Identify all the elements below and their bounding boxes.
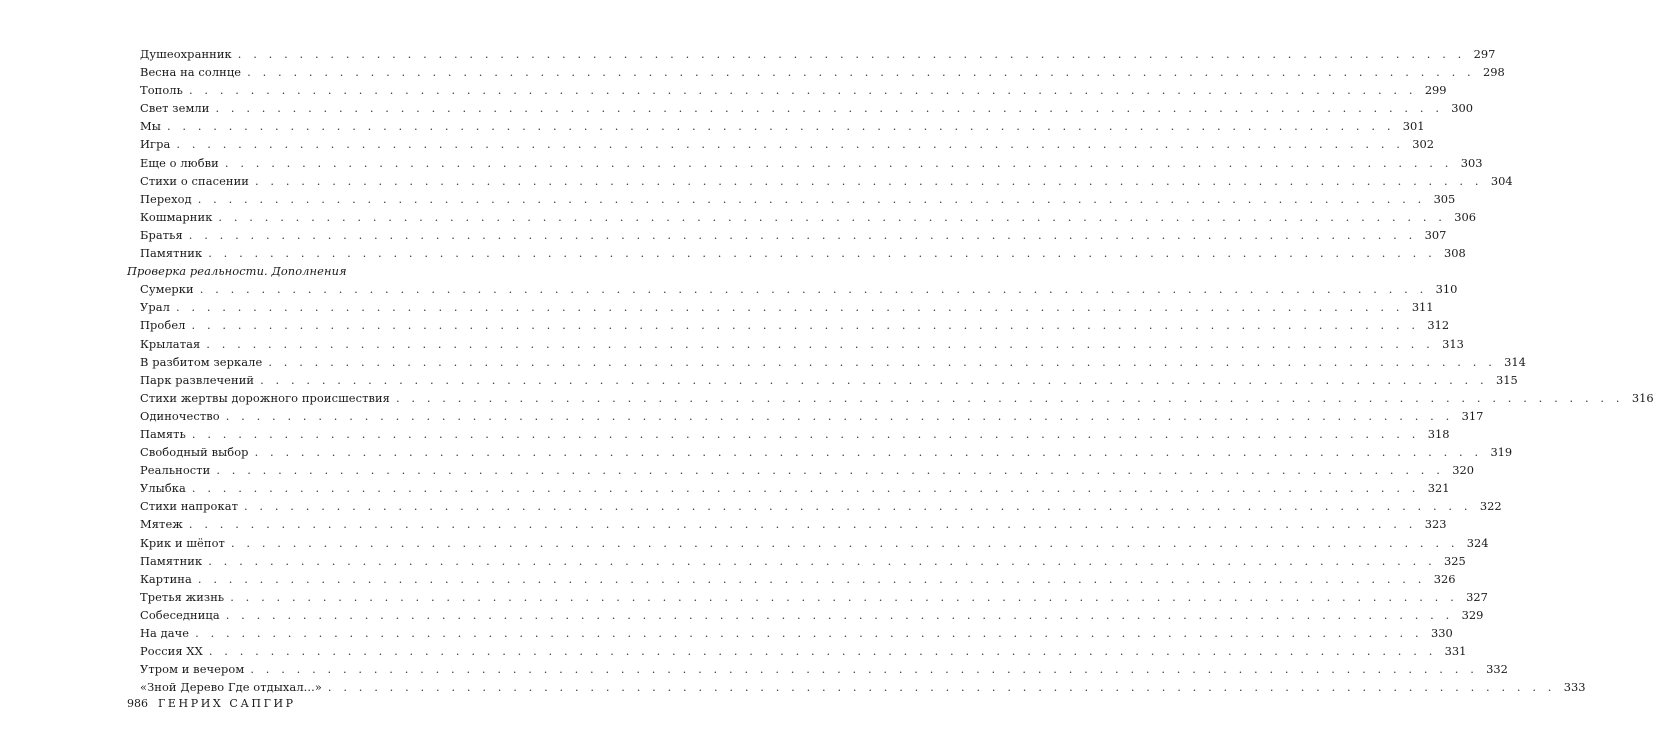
toc-entry [127, 190, 1456, 208]
toc-page-number: 329 [1461, 607, 1484, 622]
toc-page-number: 310 [1435, 282, 1458, 297]
toc-dot-leader: . . . . . . . . . . . . . . . . . . . . . . . . . . . . . . . . . . . . . . . . . . . . . . . . . . . . . . . . . . . . . . . . . . . . . . . . . . . . . . . . [243, 499, 1472, 514]
toc-entry [127, 45, 1496, 63]
toc-page-number: 308 [1444, 246, 1466, 261]
toc-entry [127, 425, 1450, 443]
toc-entry-title: Сумерки [140, 282, 194, 297]
toc-entry [127, 461, 1474, 479]
toc-entry-title: Мятеж [140, 517, 183, 532]
toc-entry [127, 552, 1466, 570]
toc-entry [127, 226, 1447, 244]
toc-dot-leader: . . . . . . . . . . . . . . . . . . . . . . . . . . . . . . . . . . . . . . . . . . . . . . . . . . . . . . . . . . . . . . . . . . . . . . . . . . . . . . . . [237, 47, 1466, 61]
toc-page-number: 314 [1504, 354, 1526, 369]
toc-dot-leader: . . . . . . . . . . . . . . . . . . . . . . . . . . . . . . . . . . . . . . . . . . . . . . . . . . . . . . . . . . . . . . . . . . . . . . . . . . . . . . . . [260, 372, 1488, 387]
toc-page-number: 302 [1412, 137, 1434, 152]
toc-entry [127, 534, 1489, 552]
toc-entry-title: Урал [140, 300, 170, 315]
toc-entry-title: Стихи напрокат [140, 499, 238, 514]
toc-entry-title: Братья [140, 227, 183, 242]
toc-dot-leader: . . . . . . . . . . . . . . . . . . . . . . . . . . . . . . . . . . . . . . . . . . . . . . . . . . . . . . . . . . . . . . . . . . . . . . . . . . . . . . . . [191, 426, 1420, 441]
toc-entry-title: Памятник [140, 553, 203, 568]
toc-entry-title: На даче [140, 626, 190, 640]
toc-entry [127, 353, 1526, 371]
toc-page-number: 306 [1454, 209, 1477, 224]
toc-entry-title: «Зной Дерево Где отдыхал...» [140, 680, 322, 695]
toc-entry [127, 678, 1586, 696]
toc-dot-leader: . . . . . . . . . . . . . . . . . . . . . . . . . . . . . . . . . . . . . . . . . . . . . . . . . . . . . . . . . . . . . . . . . . . . . . . . . . . . . . . . [327, 680, 1556, 695]
toc-entry [127, 588, 1488, 606]
toc-entry-title: Мы [140, 119, 161, 134]
toc-dot-leader: . . . . . . . . . . . . . . . . . . . . . . . . . . . . . . . . . . . . . . . . . . . . . . . . . . . . . . . . . . . . . . . . . . . . . . . . . . . . . . . . [188, 83, 1417, 98]
toc-page-number: 305 [1433, 191, 1456, 206]
toc-dot-leader: . . . . . . . . . . . . . . . . . . . . . . . . . . . . . . . . . . . . . . . . . . . . . . . . . . . . . . . . . . . . . . . . . . . . . . . . . . . . . . . . [268, 354, 1496, 369]
toc-entry [127, 660, 1508, 678]
toc-dot-leader: . . . . . . . . . . . . . . . . . . . . . . . . . . . . . . . . . . . . . . . . . . . . . . . . . . . . . . . . . . . . . . . . . . . . . . . . . . . . . . . . [215, 101, 1444, 116]
toc-dot-leader: . . . . . . . . . . . . . . . . . . . . . . . . . . . . . . . . . . . . . . . . . . . . . . . . . . . . . . . . . . . . . . . . . . . . . . . . . . . . . . . . [166, 119, 1395, 134]
toc-entry [127, 298, 1434, 316]
toc-dot-leader: . . . . . . . . . . . . . . . . . . . . . . . . . . . . . . . . . . . . . . . . . . . . . . . . . . . . . . . . . . . . . . . . . . . . . . . . . . . . . . . . [216, 463, 1444, 478]
toc-page-number: 332 [1486, 662, 1508, 677]
toc-section-heading [127, 262, 484, 280]
toc-entry-title: Свободный выбор [140, 445, 249, 460]
toc-dot-leader: . . . . . . . . . . . . . . . . . . . . . . . . . . . . . . . . . . . . . . . . . . . . . . . . . . . . . . . . . . . . . . . . . . . . . . . . . . . . . . . . [218, 209, 1447, 224]
toc-dot-leader: . . . . . . . . . . . . . . . . . . . . . . . . . . . . . . . . . . . . . . . . . . . . . . . . . . . . . . . . . . . . . . . . . . . . . . . . . . . . . . . . [197, 191, 1426, 206]
toc-page-number: 315 [1495, 372, 1518, 387]
toc-dot-leader: . . . . . . . . . . . . . . . . . . . . . . . . . . . . . . . . . . . . . . . . . . . . . . . . . . . . . . . . . . . . . . . . . . . . . . . . . . . . . . . . [254, 173, 1483, 188]
toc-page-number: 313 [1442, 336, 1464, 351]
toc-entry [127, 371, 1518, 389]
toc-entry-title: Пробел [140, 318, 186, 333]
table-of-contents [127, 45, 1654, 696]
toc-entry-title: Переход [140, 191, 192, 206]
toc-entry [127, 497, 1502, 515]
toc-entry-title: Крылатая [140, 336, 201, 351]
toc-entry [127, 443, 1513, 461]
toc-entry [127, 335, 1464, 353]
toc-entry [127, 479, 1450, 497]
toc-entry [127, 63, 1505, 81]
toc-entry-title: Стихи жертвы дорожного происшествия [140, 390, 390, 405]
toc-page-number: 312 [1427, 318, 1450, 333]
toc-dot-leader: . . . . . . . . . . . . . . . . . . . . . . . . . . . . . . . . . . . . . . . . . . . . . . . . . . . . . . . . . . . . . . . . . . . . . . . . . . . . . . . . [199, 282, 1428, 297]
toc-dot-leader: . . . . . . . . . . . . . . . . . . . . . . . . . . . . . . . . . . . . . . . . . . . . . . . . . . . . . . . . . . . . . . . . . . . . . . . . . . . . . . . . [195, 626, 1423, 640]
toc-page-number: 321 [1427, 481, 1450, 496]
toc-dot-leader: . . . . . . . . . . . . . . . . . . . . . . . . . . . . . . . . . . . . . . . . . . . . . . . . . . . . . . . . . . . . . . . . . . . . . . . . . . . . . . . . [206, 336, 1434, 351]
toc-entry-title: Игра [140, 137, 171, 152]
toc-dot-leader: . . . . . . . . . . . . . . . . . . . . . . . . . . . . . . . . . . . . . . . . . . . . . . . . . . . . . . . . . . . . . . . . . . . . . . . . . . . . . . . . [224, 155, 1453, 170]
toc-entry-title: Утром и вечером [140, 662, 245, 677]
toc-entry-title: Кошмарник [140, 209, 213, 224]
toc-entry-title: Реальности [140, 463, 211, 478]
toc-page-number: 303 [1460, 155, 1483, 170]
toc-page-number: 322 [1479, 499, 1502, 514]
toc-dot-leader: . . . . . . . . . . . . . . . . . . . . . . . . . . . . . . . . . . . . . . . . . . . . . . . . . . . . . . . . . . . . . . . . . . . . . . . . . . . . . . . . [191, 318, 1420, 333]
toc-dot-leader: . . . . . . . . . . . . . . . . . . . . . . . . . . . . . . . . . . . . . . . . . . . . . . . . . . . . . . . . . . . . . . . . . . . . . . . . . . . . . . . . [225, 607, 1454, 622]
toc-entry [127, 154, 1483, 172]
toc-dot-leader: . . . . . . . . . . . . . . . . . . . . . . . . . . . . . . . . . . . . . . . . . . . . . . . . . . . . . . . . . . . . . . . . . . . . . . . . . . . . . . . . [250, 662, 1478, 677]
toc-entry-title: Одиночество [140, 408, 220, 423]
toc-page-number: 298 [1483, 65, 1505, 80]
toc-entry-title: Картина [140, 571, 192, 586]
toc-page-number: 320 [1452, 463, 1474, 478]
toc-entry [127, 515, 1447, 533]
toc-page-number: 299 [1424, 83, 1447, 98]
toc-entry [127, 172, 1513, 190]
toc-entry [127, 570, 1456, 588]
toc-entry-title: Еще о любви [140, 155, 219, 170]
toc-entry [127, 606, 1484, 624]
footer-author: ГЕНРИХ САПГИР [158, 697, 296, 710]
toc-dot-leader: . . . . . . . . . . . . . . . . . . . . . . . . . . . . . . . . . . . . . . . . . . . . . . . . . . . . . . . . . . . . . . . . . . . . . . . . . . . . . . . . [254, 445, 1483, 460]
toc-entry-title: Тополь [140, 83, 183, 98]
toc-entry [127, 244, 1466, 262]
toc-entry-title: Крик и шёпот [140, 535, 225, 550]
toc-entry-title: Память [140, 426, 186, 441]
toc-entry-title: В разбитом зеркале [140, 354, 263, 369]
toc-entry [127, 642, 1467, 660]
toc-page-number: 318 [1427, 426, 1450, 441]
toc-dot-leader: . . . . . . . . . . . . . . . . . . . . . . . . . . . . . . . . . . . . . . . . . . . . . . . . . . . . . . . . . . . . . . . . . . . . . . . . . . . . . . . . [175, 300, 1404, 315]
toc-dot-leader: . . . . . . . . . . . . . . . . . . . . . . . . . . . . . . . . . . . . . . . . . . . . . . . . . . . . . . . . . . . . . . . . . . . . . . . . . . . . . . . . [225, 408, 1454, 423]
toc-page-number: 326 [1433, 571, 1456, 586]
toc-page-number: 331 [1444, 644, 1467, 659]
toc-page-number: 307 [1424, 227, 1447, 242]
toc-page-number: 311 [1411, 300, 1434, 315]
toc-dot-leader: . . . . . . . . . . . . . . . . . . . . . . . . . . . . . . . . . . . . . . . . . . . . . . . . . . . . . . . . . . . . . . . . . . . . . . . . . . . . . . . . [208, 644, 1437, 659]
toc-dot-leader: . . . . . . . . . . . . . . . . . . . . . . . . . . . . . . . . . . . . . . . . . . . . . . . . . . . . . . . . . . . . . . . . . . . . . . . . . . . . . . . . [176, 137, 1404, 152]
toc-page-number: 319 [1490, 445, 1513, 460]
toc-page-number: 330 [1430, 626, 1453, 640]
toc-entry-title: Проверка реальности. Дополнения [127, 264, 347, 279]
toc-page-number: 324 [1466, 535, 1489, 550]
footer-page-number: 986 [127, 697, 148, 710]
toc-dot-leader: . . . . . . . . . . . . . . . . . . . . . . . . . . . . . . . . . . . . . . . . . . . . . . . . . . . . . . . . . . . . . . . . . . . . . . . . . . . . . . . . [191, 481, 1420, 496]
toc-entry-title: Душеохранник [140, 47, 232, 61]
toc-page-number: 301 [1402, 119, 1425, 134]
toc-entry [127, 280, 1458, 298]
page-footer [127, 697, 296, 710]
toc-entry [127, 81, 1447, 99]
toc-entry [127, 135, 1434, 153]
toc-dot-leader: . . . . . . . . . . . . . . . . . . . . . . . . . . . . . . . . . . . . . . . . . . . . . . . . . . . . . . . . . . . . . . . . . . . . . . . . . . . . . . . . [208, 553, 1436, 568]
toc-entry-title: Парк развлечений [140, 372, 255, 387]
toc-page-number: 327 [1466, 589, 1488, 604]
toc-dot-leader: . . . . . . . . . . . . . . . . . . . . . . . . . . . . . . . . . . . . . . . . . . . . . . . . . . . . . . . . . . . . . . . . . . . . . . . . . . . . . . . . [188, 517, 1417, 532]
toc-entry [127, 99, 1474, 117]
toc-entry-title: Собеседница [140, 607, 220, 622]
toc-entry-title: Улыбка [140, 481, 186, 496]
toc-entry-title: Весна на солнце [140, 65, 242, 80]
toc-page-number: 317 [1461, 408, 1484, 423]
toc-entry-title: Россия XX [140, 644, 203, 659]
toc-dot-leader: . . . . . . . . . . . . . . . . . . . . . . . . . . . . . . . . . . . . . . . . . . . . . . . . . . . . . . . . . . . . . . . . . . . . . . . . . . . . . . . . [395, 390, 1624, 405]
toc-dot-leader: . . . . . . . . . . . . . . . . . . . . . . . . . . . . . . . . . . . . . . . . . . . . . . . . . . . . . . . . . . . . . . . . . . . . . . . . . . . . . . . . [247, 65, 1475, 80]
toc-entry [127, 624, 1453, 642]
toc-page-number: 325 [1444, 553, 1466, 568]
toc-entry [127, 117, 1425, 135]
toc-dot-leader: . . . . . . . . . . . . . . . . . . . . . . . . . . . . . . . . . . . . . . . . . . . . . . . . . . . . . . . . . . . . . . . . . . . . . . . . . . . . . . . . [197, 571, 1426, 586]
toc-entry-title: Стихи о спасении [140, 173, 249, 188]
toc-entry [127, 208, 1477, 226]
toc-entry [127, 389, 1654, 407]
toc-page-number: 300 [1451, 101, 1474, 116]
toc-dot-leader: . . . . . . . . . . . . . . . . . . . . . . . . . . . . . . . . . . . . . . . . . . . . . . . . . . . . . . . . . . . . . . . . . . . . . . . . . . . . . . . . [188, 227, 1417, 242]
toc-entry-title: Свет земли [140, 101, 210, 116]
toc-dot-leader: . . . . . . . . . . . . . . . . . . . . . . . . . . . . . . . . . . . . . . . . . . . . . . . . . . . . . . . . . . . . . . . . . . . . . . . . . . . . . . . . [208, 246, 1436, 261]
toc-page-number: 304 [1490, 173, 1513, 188]
toc-page-number: 316 [1631, 390, 1654, 405]
toc-dot-leader: . . . . . . . . . . . . . . . . . . . . . . . . . . . . . . . . . . . . . . . . . . . . . . . . . . . . . . . . . . . . . . . . . . . . . . . . . . . . . . . . [230, 535, 1459, 550]
toc-entry [127, 407, 1484, 425]
toc-page-number: 323 [1424, 517, 1447, 532]
toc-entry [127, 316, 1450, 334]
toc-page-number: 297 [1473, 47, 1496, 61]
toc-entry-title: Памятник [140, 246, 203, 261]
toc-page-number: 333 [1563, 680, 1586, 695]
toc-dot-leader: . . . . . . . . . . . . . . . . . . . . . . . . . . . . . . . . . . . . . . . . . . . . . . . . . . . . . . . . . . . . . . . . . . . . . . . . . . . . . . . . [230, 589, 1458, 604]
toc-entry-title: Третья жизнь [140, 589, 225, 604]
